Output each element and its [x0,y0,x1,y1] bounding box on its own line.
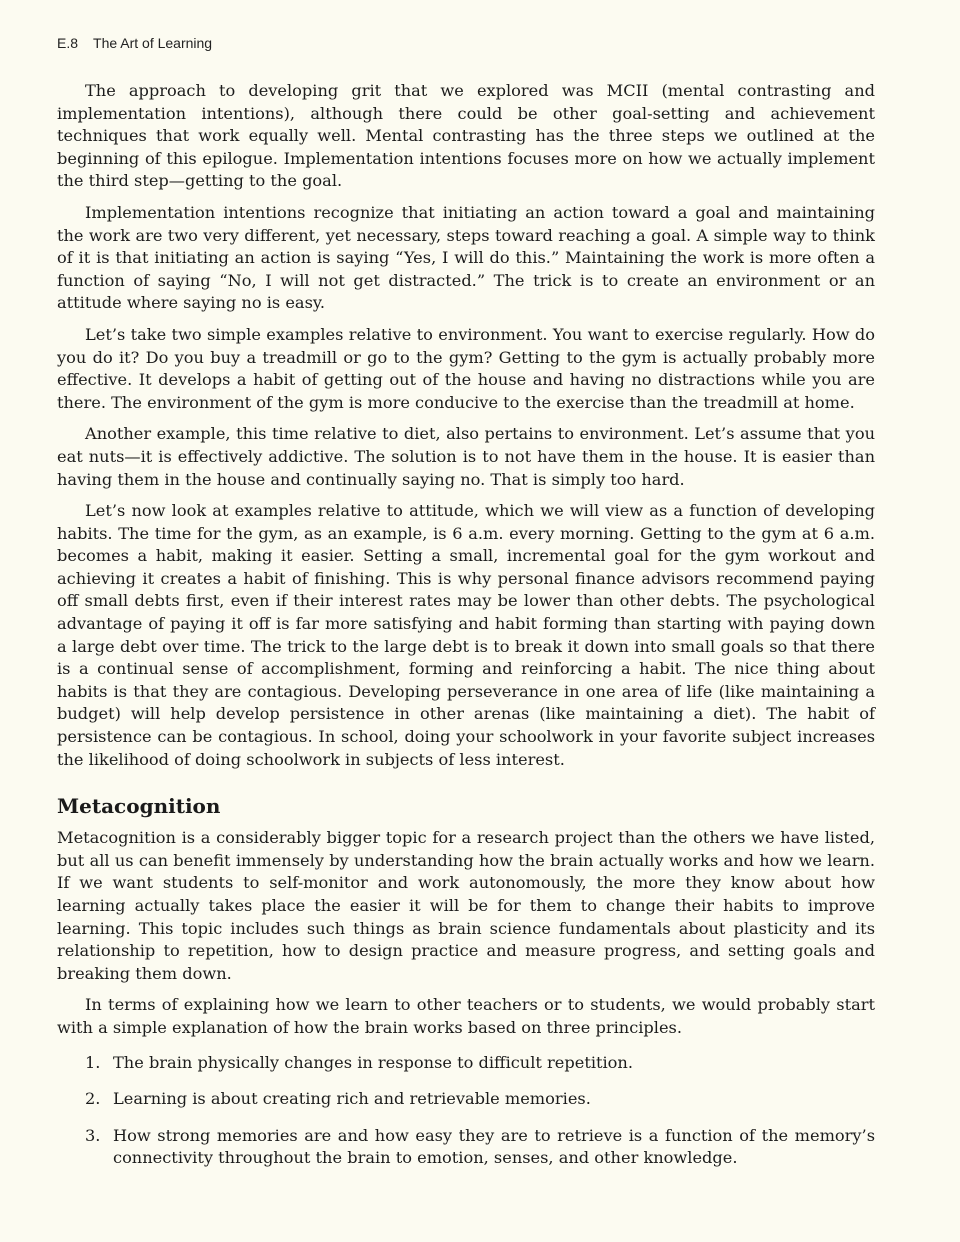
paragraph: In terms of explaining how we learn to other teachers or to students, we would probably start with a simple explanation of how the brain works based on three principles. [57,995,875,1037]
paragraph: Another example, this time relative to diet, also pertains to environment. Let’s assume that you eat nuts—it is effectively addictive. The solution is to not have them in the house. It is easier than having them in the house and continually saying no. That is simply too hard. [57,424,875,489]
list-item [57,1052,875,1075]
paragraph: Metacognition is a considerably bigger topic for a research project than the others we have listed, but all us can benefit immensely by understanding how the brain actually works and how we learn. If we want students to self-monitor and work autonomously, the more they know about how learning actually takes place the easier it will be for them to change their habits to improve learning. This topic includes such things as brain science fundamentals about plasticity and its relationship to repetition, how to design practice and measure progress, and setting goals and breaking them down. [57,828,875,983]
list-item [57,1088,875,1111]
page-number: E.8 [57,35,79,51]
running-head [57,35,212,51]
paragraph: Let’s take two simple examples relative to environment. You want to exercise regularly. How do you do it? Do you buy a treadmill or go to the gym? Getting to the gym is actually probably more effective. It develops a habit of getting out of the house and having no distractions while you are there. The environment of the gym is more conducive to the exercise than the treadmill at home. [57,324,875,412]
list-item-number: 1. [85,1052,101,1072]
book-title: The Art of Learning [93,35,213,51]
principles-list [57,1052,875,1170]
page-body [57,80,875,1184]
list-item-text: How strong memories are and how easy they are to retrieve is a function of the memory’s connectivity throughout the brain to emotion, senses, and other knowledge. [113,1125,875,1168]
paragraph: Let’s now look at examples relative to attitude, which we will view as a function of developing habits. The time for the gym, as an example, is 6 a.m. every morning. Getting to the gym at 6 a.m. becomes a habit, making it easier. Setting a small, incremental goal for the gym workout and achieving it creates a habit of finishing. This is why personal finance advisors recommend paying off small debts first, even if their interest rates may be lower than other debts. The psychological advantage of paying it off is far more satisfying and habit forming than starting with paying down a large debt over time. The trick to the large debt is to break it down into small goals so that there is a continual sense of accomplishment, forming and reinforcing a habit. The nice thing about habits is that they are contagious. Developing perseverance in one area of life (like maintaining a budget) will help develop persistence in other arenas (like maintaining a diet). The habit of persistence can be contagious. In school, doing your schoolwork in your favorite subject increases the likelihood of doing schoolwork in subjects of less interest. [57,501,875,769]
list-item [57,1125,875,1170]
list-item-number: 2. [85,1089,101,1109]
section-heading: Metacognition [57,794,221,819]
list-item-text: The brain physically changes in response to difficult repetition. [113,1052,633,1072]
list-item-number: 3. [85,1125,101,1145]
list-item-text: Learning is about creating rich and retrievable memories. [113,1089,591,1109]
paragraph: Implementation intentions recognize that initiating an action toward a goal and maintaining the work are two very different, yet necessary, steps toward reaching a goal. A simple way to think of it is that initiating an action is saying “Yes, I will do this.” Maintaining the work is more often a function of saying “No, I will not get distracted.” The trick is to create an environment or an attitude where saying no is easy. [57,202,875,313]
paragraph: The approach to developing grit that we explored was MCII (mental contrasting and implementation intentions), although there could be other goal-setting and achievement techniques that work equally well. Mental contrasting has the three steps we outlined at the beginning of this epilogue. Implementation intentions focuses more on how we actually implement the third step—getting to the goal. [57,81,875,191]
